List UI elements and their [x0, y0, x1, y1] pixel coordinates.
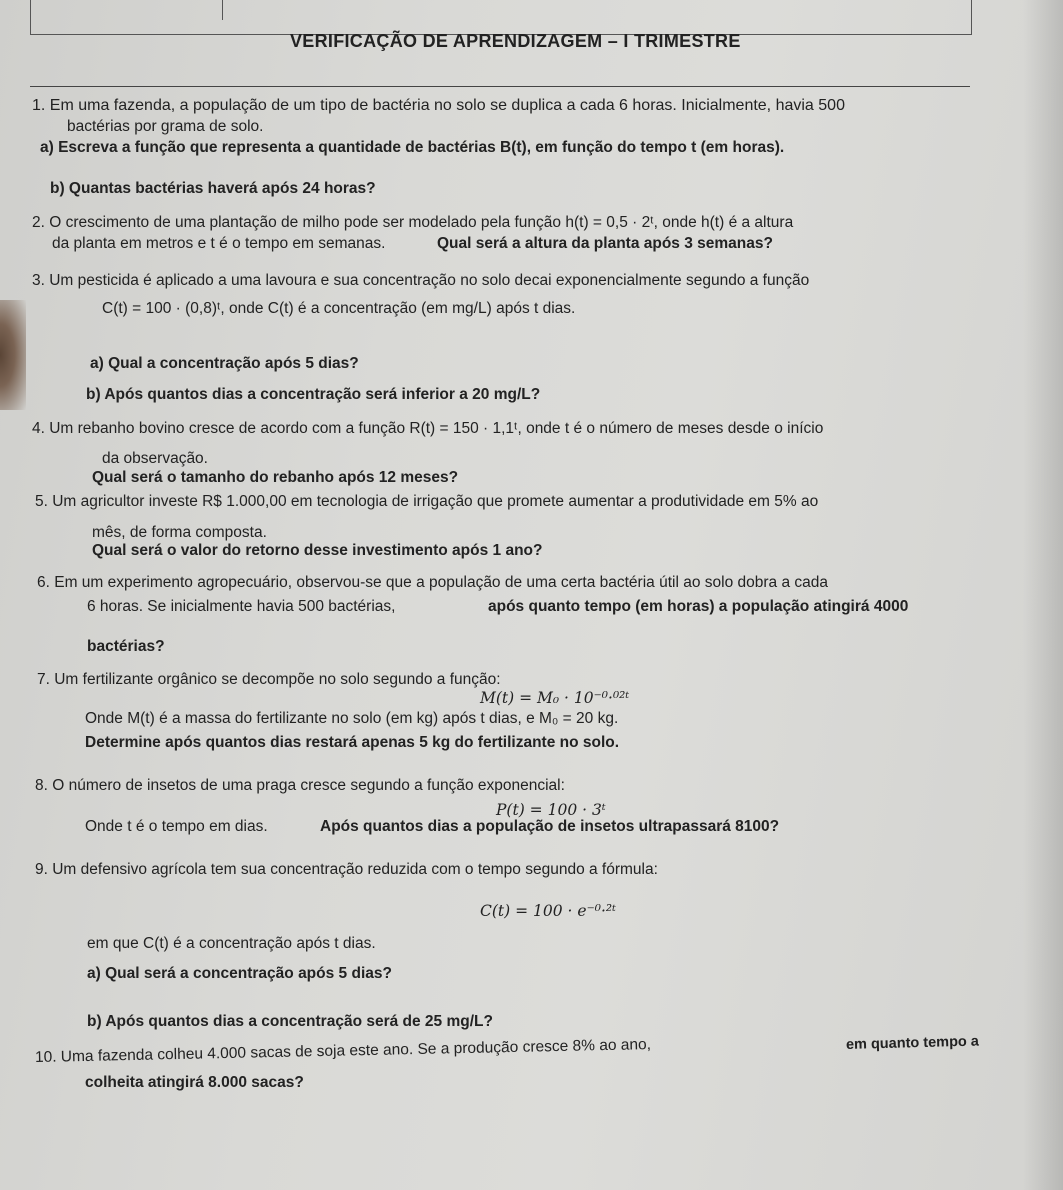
- q6-line2b: após quanto tempo (em horas) a população atingirá 4000: [488, 598, 909, 615]
- q1-item-b: b) Quantas bactérias haverá após 24 horas?: [50, 180, 376, 197]
- q3-line1: 3. Um pesticida é aplicado a uma lavoura e sua concentração no solo decai exponencialmente segundo a função: [32, 272, 810, 289]
- header-divider: [222, 0, 223, 20]
- q3-line2: C(t) = 100 · (0,8)ᵗ, onde C(t) é a concentração (em mg/L) após t dias.: [102, 300, 576, 317]
- q6-line2a: 6 horas. Se inicialmente havia 500 bactérias,: [87, 598, 396, 615]
- q1-item-a: a) Escreva a função que representa a quantidade de bactérias B(t), em função do tempo t (em horas).: [40, 139, 785, 156]
- q9-line1: 9. Um defensivo agrícola tem sua concentração reduzida com o tempo segundo a fórmula:: [35, 861, 658, 878]
- q1-line1: 1. Em uma fazenda, a população de um tipo de bactéria no solo se duplica a cada 6 horas. Inicialmente, havia 500: [32, 97, 845, 114]
- q6-line1: 6. Em um experimento agropecuário, observou-se que a população de uma certa bactéria útil ao solo dobra a cada: [37, 574, 828, 591]
- q5-line1: 5. Um agricultor investe R$ 1.000,00 em tecnologia de irrigação que promete aumentar a produtividade em 5% ao: [35, 493, 819, 510]
- q3-item-b: b) Após quantos dias a concentração será inferior a 20 mg/L?: [86, 386, 541, 403]
- q5-line2: mês, de forma composta.: [92, 524, 267, 541]
- q2-line2a: da planta em metros e t é o tempo em semanas.: [52, 235, 386, 252]
- q3-item-a: a) Qual a concentração após 5 dias?: [90, 355, 359, 372]
- q7-line1: 7. Um fertilizante orgânico se decompõe no solo segundo a função:: [37, 671, 501, 688]
- q9-item-b: b) Após quantos dias a concentração será de 25 mg/L?: [87, 1013, 493, 1030]
- q4-line2: da observação.: [102, 450, 208, 467]
- q1-line2: bactérias por grama de solo.: [67, 118, 264, 135]
- page-title: VERIFICAÇÃO DE APRENDIZAGEM – I TRIMESTRE: [290, 31, 741, 51]
- finger-shadow: [0, 300, 26, 410]
- q8-line2b: Após quantos dias a população de insetos ultrapassará 8100?: [320, 818, 780, 835]
- header-box: [30, 0, 972, 35]
- q8-formula: P(t) = 100 · 3ᵗ: [496, 801, 606, 819]
- page-shadow: [1023, 0, 1063, 1190]
- q2-line2b: Qual será a altura da planta após 3 semanas?: [437, 235, 773, 252]
- q9-line2: em que C(t) é a concentração após t dias.: [87, 935, 376, 952]
- q4-line3: Qual será o tamanho do rebanho após 12 meses?: [92, 469, 459, 486]
- q7-formula: M(t) = M₀ · 10⁻⁰·⁰²ᵗ: [480, 689, 630, 707]
- q9-item-a: a) Qual será a concentração após 5 dias?: [87, 965, 392, 982]
- q10-line1a: 10. Uma fazenda colheu 4.000 sacas de soja este ano. Se a produção cresce 8% ao ano,: [34, 1036, 652, 1066]
- q10-line2: colheita atingirá 8.000 sacas?: [85, 1074, 304, 1091]
- q4-line1: 4. Um rebanho bovino cresce de acordo com a função R(t) = 150 · 1,1ᵗ, onde t é o número de meses desde o início: [32, 420, 824, 437]
- q2-line1: 2. O crescimento de uma plantação de milho pode ser modelado pela função h(t) = 0,5 · 2ᵗ, onde h(t) é a altura: [32, 214, 794, 231]
- q5-line3: Qual será o valor do retorno desse investimento após 1 ano?: [92, 542, 543, 559]
- q8-line2a: Onde t é o tempo em dias.: [85, 818, 268, 835]
- q9-formula: C(t) = 100 · e⁻⁰·²ᵗ: [480, 902, 616, 920]
- q7-line3: Determine após quantos dias restará apenas 5 kg do fertilizante no solo.: [85, 734, 620, 751]
- q8-line1: 8. O número de insetos de uma praga cresce segundo a função exponencial:: [35, 777, 565, 794]
- q10-line1b: em quanto tempo a: [845, 1033, 980, 1053]
- title-underline: [30, 86, 970, 87]
- q6-line3: bactérias?: [87, 638, 165, 655]
- q7-line2: Onde M(t) é a massa do fertilizante no solo (em kg) após t dias, e M₀ = 20 kg.: [85, 710, 619, 727]
